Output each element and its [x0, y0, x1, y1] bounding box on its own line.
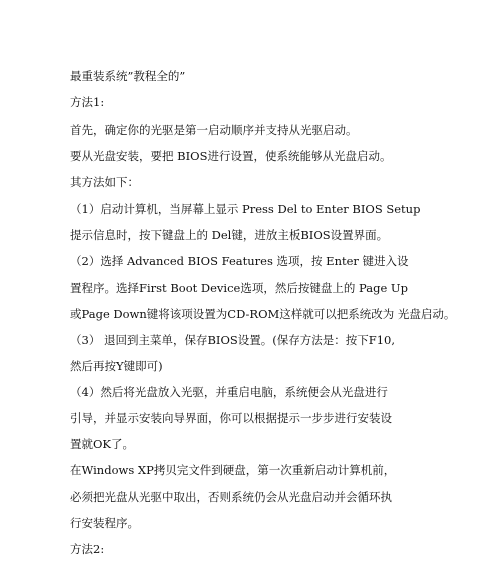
text-line: 行安装程序。	[70, 516, 139, 530]
text-line: 置就OK了。	[70, 437, 135, 451]
text-line: 在Windows XP拷贝完文件到硬盘，第一次重新启动计算机前，	[70, 463, 396, 477]
text-line: 引导，并显示安装向导界面，你可以根据提示一步步进行安装设	[70, 411, 392, 425]
text-line: （4）然后将光盘放入光驱，并重启电脑，系统便会从光盘进行	[70, 385, 388, 399]
text-line: 其方法如下：	[70, 175, 139, 189]
text-line: 要从光盘安装，要把 BIOS进行设置，使系统能够从光盘启动。	[70, 149, 392, 163]
text-line: 最重装系统”教程全的”	[70, 69, 186, 83]
text-line: （3） 退回到主菜单，保存BIOS设置。(保存方法是：按下F10,	[70, 333, 396, 347]
text-line: （1）启动计算机，当屏幕上显示 Press Del to Enter BIOS Setup	[70, 202, 421, 216]
text-line: 方法2:	[70, 542, 105, 556]
text-line: 或Page Down键将该项设置为CD-ROM这样就可以把系统改为 光盘启动。	[70, 307, 456, 321]
text-line: 提示信息时，按下键盘上的 Del键，进放主板BIOS设置界面。	[70, 228, 389, 242]
text-line: 首先，确定你的光驱是第一启动顺序并支持从光驱启动。	[70, 123, 358, 137]
text-line: 置程序。选择First Boot Device选项，然后按键盘上的 Page Up	[70, 281, 408, 295]
text-line: 方法1:	[70, 95, 105, 109]
text-line: 必须把光盘从光驱中取出，否则系统仍会从光盘启动并会循环执	[70, 490, 392, 504]
text-line: （2）选择 Advanced BIOS Features 选项，按 Enter 键进入设	[70, 254, 409, 268]
text-line: 然后再按Y键即可)	[70, 359, 163, 373]
